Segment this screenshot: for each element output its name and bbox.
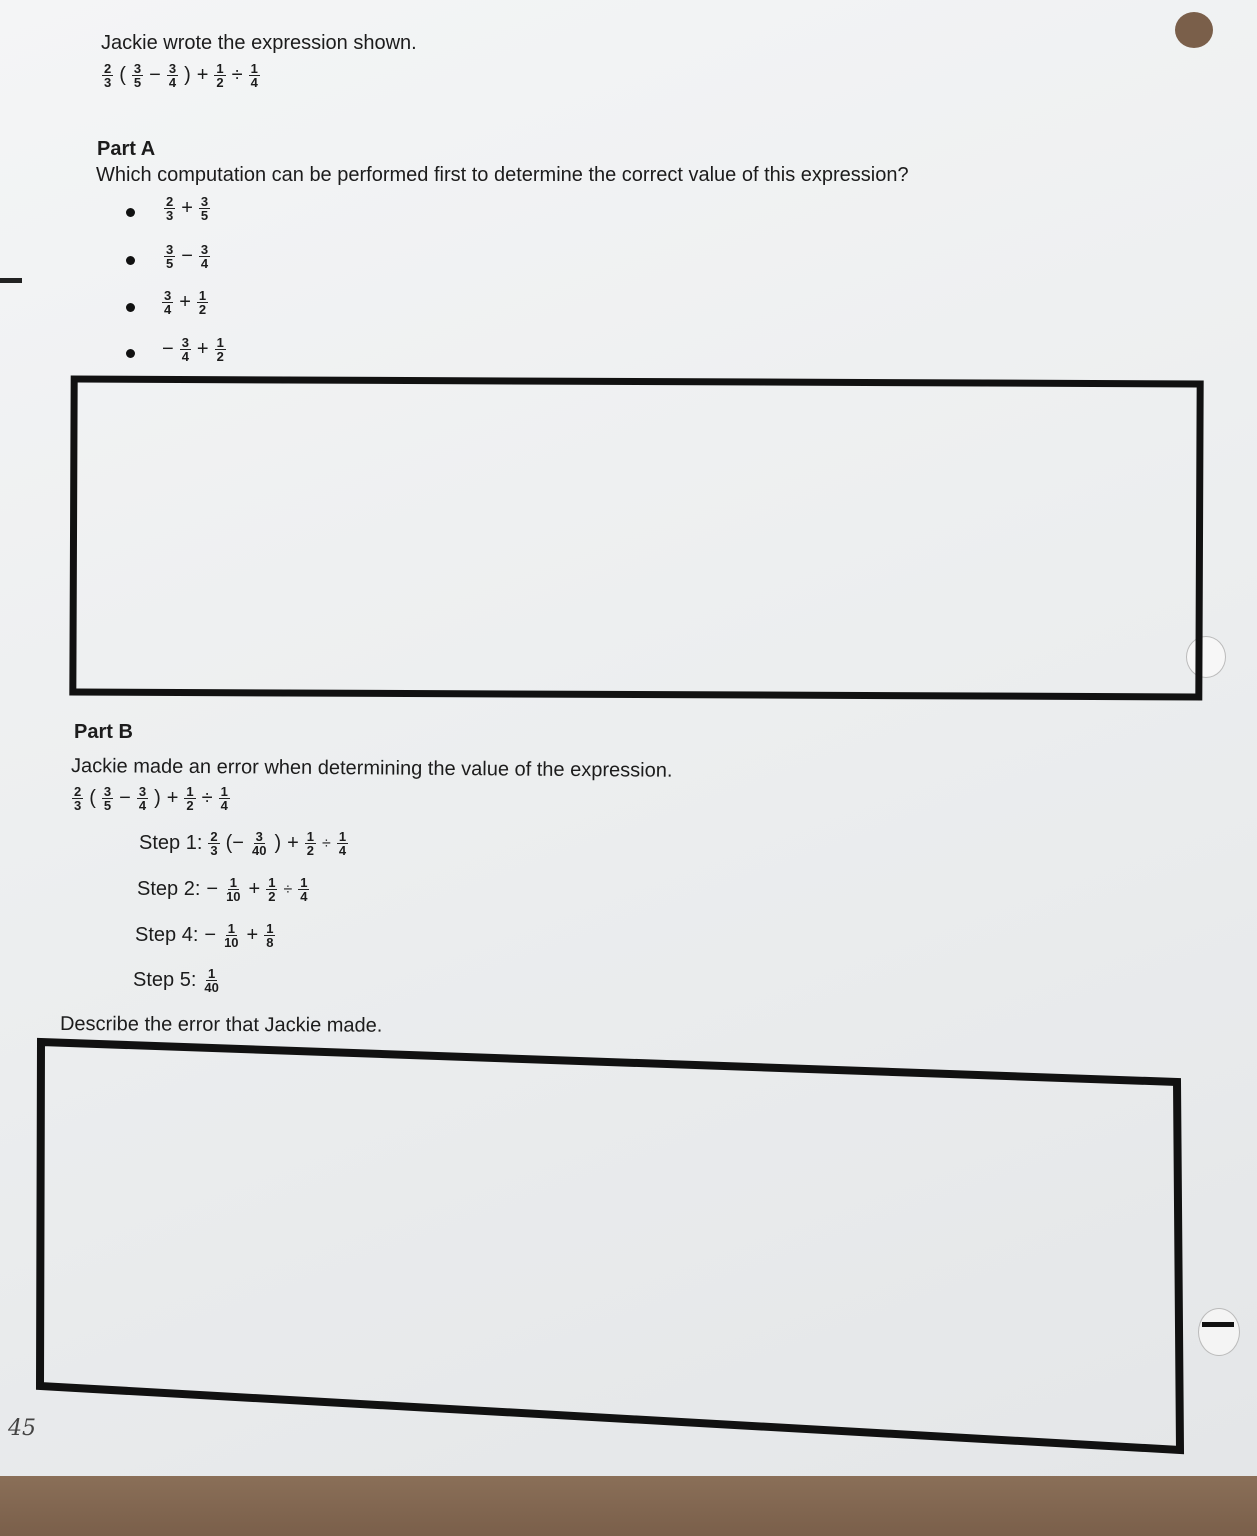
intro-text: Jackie wrote the expression shown. xyxy=(101,32,417,54)
part-b-statement: Jackie made an error when determining the value of the expression. xyxy=(70,755,673,782)
option-2[interactable]: $\frac{3}{5}$ − $\frac{3}{4}$ xyxy=(166,242,209,271)
step-2-label: Step 2: xyxy=(137,878,201,900)
step-1-label: Step 1: xyxy=(139,832,203,854)
handwritten-page-number: 45 xyxy=(8,1416,36,1441)
option-3[interactable]: $\frac{3}{4}$ + $\frac{1}{2}$ xyxy=(164,288,207,317)
step-1: Step 1: $\frac{2}{3}$ (− $\frac{3}{40}$ ) + $\frac{1}{2}$ ÷ $\frac{1}{4}$ xyxy=(139,829,347,858)
option-1[interactable]: $\frac{2}{3}$ + $\frac{3}{5}$ xyxy=(166,194,209,223)
intro-expression: $\frac{2}{3}$ ( $\frac{3}{5}$ − $\frac{3}{4}$ ) + $\frac{1}{2}$ ÷ $\frac{1}{4}$ xyxy=(104,61,258,90)
step-5-label: Step 5: xyxy=(133,969,197,991)
step-2: Step 2: − $\frac{1}{10}$ + $\frac{1}{2}$ ÷ $\frac{1}{4}$ xyxy=(137,875,308,904)
part-b-expression: $\frac{2}{3}$ ( $\frac{3}{5}$ − $\frac{3}{4}$ ) + $\frac{1}{2}$ ÷ $\frac{1}{4}$ xyxy=(74,784,228,813)
part-a-question: Which computation can be performed first to determine the correct value of this expression? xyxy=(96,164,909,186)
step-4: Step 4: − $\frac{1}{10}$ + $\frac{1}{8}$ xyxy=(135,921,274,950)
part-a-heading: Part A xyxy=(97,138,156,160)
step-4-label: Step 4: xyxy=(135,924,199,946)
option-4[interactable]: − $\frac{3}{4}$ + $\frac{1}{2}$ xyxy=(162,335,224,364)
step-5: Step 5: $\frac{1}{40}$ xyxy=(133,966,219,995)
part-b-heading: Part B xyxy=(74,721,133,743)
part-b-prompt: Describe the error that Jackie made. xyxy=(59,1013,383,1037)
